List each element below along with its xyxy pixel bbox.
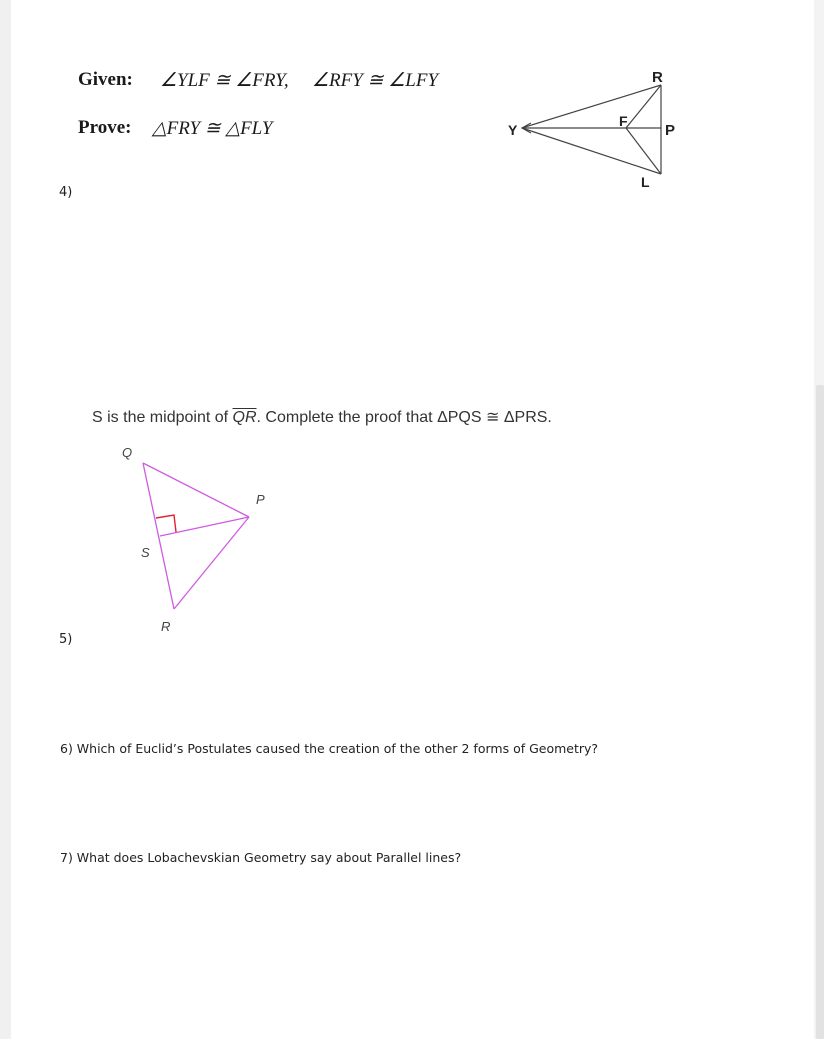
kite-figure — [500, 60, 700, 200]
problem-5-statement — [92, 407, 552, 427]
problem-4-number: 4) — [59, 185, 73, 200]
given-statement-1: ∠YLF ≅ ∠FRY, — [160, 70, 289, 91]
given-statement-2: ∠RFY ≅ ∠LFY — [312, 70, 439, 91]
statement-post: . Complete the proof that ΔPQS ≅ ΔPRS. — [256, 409, 552, 426]
label-s: S — [141, 545, 150, 560]
label-p5: P — [256, 492, 265, 507]
right-angle-mark — [156, 515, 176, 532]
label-y: Y — [508, 122, 518, 138]
segment-yr — [522, 85, 661, 128]
triangle-figure — [110, 440, 290, 650]
prove-label: Prove: — [78, 117, 132, 138]
label-r5: R — [161, 619, 171, 634]
question-6: 6) Which of Euclid’s Postulates caused the creation of the other 2 forms of Geometry? — [60, 741, 599, 756]
label-q: Q — [122, 445, 133, 460]
segment-yl — [522, 128, 661, 174]
question-7: 7) What does Lobachevskian Geometry say about Parallel lines? — [60, 850, 462, 865]
segment-rf — [626, 85, 661, 128]
statement-pre: S is the midpoint of — [92, 409, 233, 426]
label-f: F — [619, 113, 628, 129]
label-r: R — [652, 69, 663, 86]
problem-5-number: 5) — [59, 632, 73, 647]
scrollbar-thumb[interactable] — [816, 385, 824, 1039]
given-label: Given: — [78, 69, 133, 90]
segment-qp-line — [143, 463, 249, 517]
label-p: P — [665, 122, 676, 139]
prove-statement: △FRY ≅ △FLY — [152, 118, 273, 139]
segment-qr: $\overline{QR}$ — [232, 409, 257, 426]
segment-lf — [626, 128, 661, 174]
segment-qr-line — [143, 463, 174, 609]
label-l: L — [641, 174, 650, 190]
